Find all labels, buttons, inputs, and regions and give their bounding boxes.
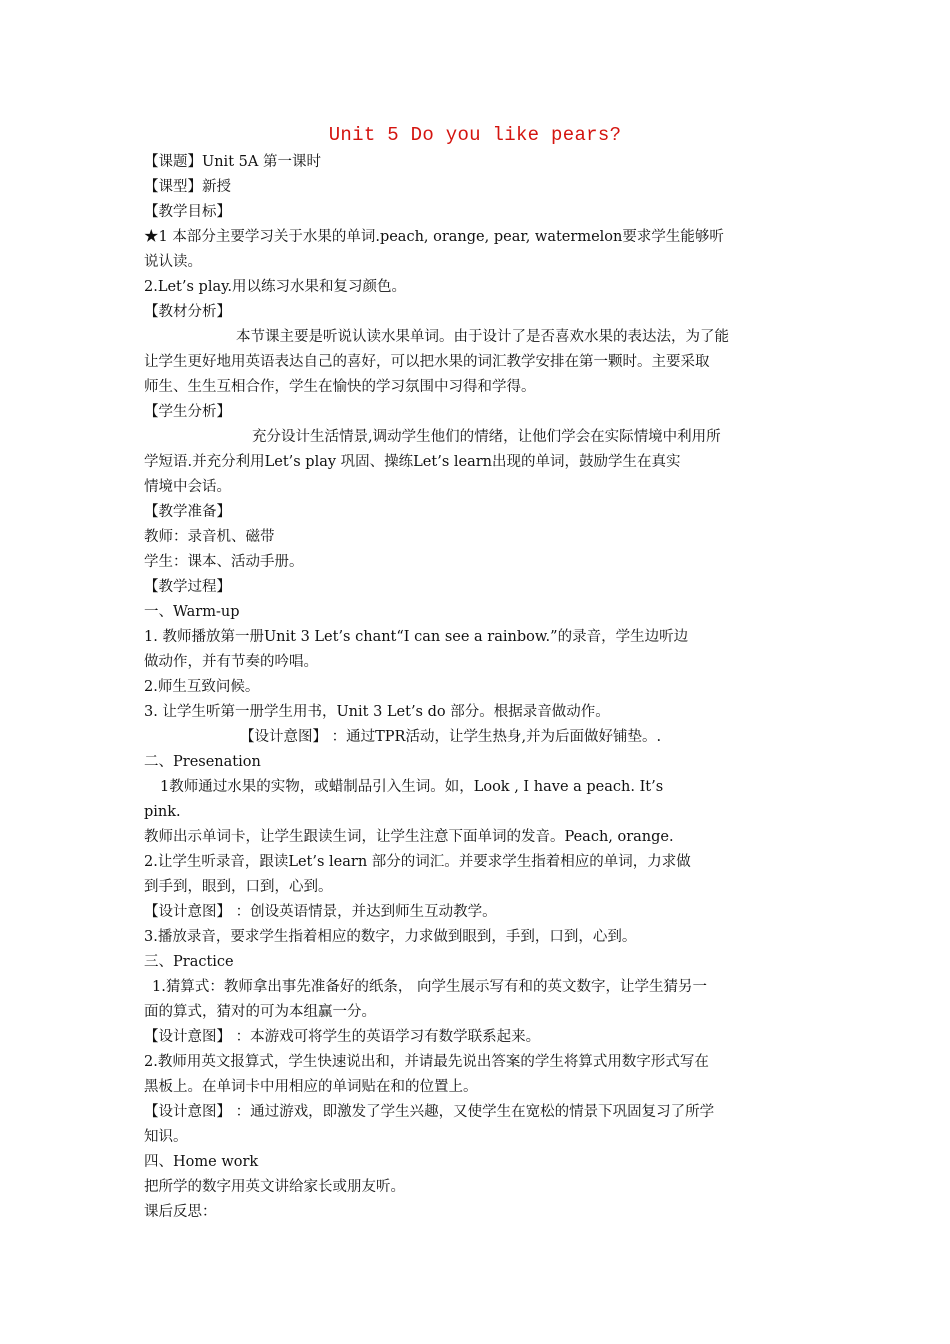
text-line: 3.播放录音，要求学生指着相应的数字，力求做到眼到，手到，口到，心到。 — [144, 929, 637, 945]
step-heading: 三、Practice — [144, 954, 234, 970]
text-line: 【课题】Unit 5A 第一课时 — [144, 154, 321, 170]
section-heading: 【教学准备】 — [144, 504, 231, 520]
text-line: 2.让学生听录音，跟读Let’s learn 部分的词汇。并要求学生指着相应的单词，力求做 — [144, 854, 691, 870]
text-line: 知识。 — [144, 1129, 188, 1145]
section-heading: 【教学目标】 — [144, 204, 231, 220]
text-line: 情境中会话。 — [144, 479, 231, 495]
text-line: 学短语.并充分利用Let’s play 巩固、操练Let’s learn出现的单词，鼓励学生在真实 — [144, 454, 681, 470]
design-intent-line: 【设计意图】 ：创设英语情景，并达到师生互动教学。 — [144, 904, 497, 920]
text-line: 到手到，眼到，口到，心到。 — [144, 879, 333, 895]
document-title: Unit 5 Do you like pears? — [328, 124, 622, 146]
text-line: pink. — [144, 804, 181, 820]
step-heading: 二、Presenation — [144, 754, 261, 770]
section-heading: 【教学过程】 — [144, 579, 231, 595]
text-line: 课后反思： — [144, 1204, 217, 1220]
text-line: 充分设计生活情景,调动学生他们的情绪，让他们学会在实际情境中利用所 — [252, 429, 721, 445]
document-body — [144, 150, 812, 1225]
text-line: 3. 让学生听第一册学生用书，Unit 3 Let’s do 部分。根据录音做动作。 — [144, 704, 610, 720]
text-line: 本节课主要是听说认读水果单词。由于设计了是否喜欢水果的表达法，为了能 — [236, 329, 729, 345]
text-line: 让学生更好地用英语表达自己的喜好，可以把水果的词汇教学安排在第一颗时。主要采取 — [144, 354, 710, 370]
design-intent-line: 【设计意图】 ：本游戏可将学生的英语学习有数学联系起来。 — [144, 1029, 541, 1045]
text-line: 教师出示单词卡，让学生跟读生词，让学生注意下面单词的发音。Peach, orange. — [144, 829, 674, 845]
text-line: 【课型】新授 — [144, 179, 231, 195]
text-line: 黑板上。在单词卡中用相应的单词贴在和的位置上。 — [144, 1079, 478, 1095]
text-line: 1.猜算式：教师拿出事先准备好的纸条， 向学生展示写有和的英文数字，让学生猜另一 — [152, 979, 707, 995]
text-line: 师生、生生互相合作，学生在愉快的学习氛围中习得和学得。 — [144, 379, 536, 395]
text-line: 面的算式，猜对的可为本组赢一分。 — [144, 1004, 376, 1020]
text-line: 做动作，并有节奏的吟唱。 — [144, 654, 318, 670]
section-heading: 【学生分析】 — [144, 404, 231, 420]
text-line: 2.Let’s play.用以练习水果和复习颜色。 — [144, 279, 406, 295]
text-line: 学生：课本、活动手册。 — [144, 554, 304, 570]
section-heading: 【教材分析】 — [144, 304, 231, 320]
text-line: 教师：录音机、磁带 — [144, 529, 275, 545]
text-line: 说认读。 — [144, 254, 202, 270]
text-line: 2.师生互致问候。 — [144, 679, 260, 695]
step-heading: 四、Home work — [144, 1154, 259, 1170]
step-heading: 一、Warm-up — [144, 604, 240, 620]
text-line: 把所学的数字用英文讲给家长或朋友听。 — [144, 1179, 405, 1195]
text-line: 1教师通过水果的实物，或蜡制品引入生词。如，Look , I have a peach. It’s — [160, 779, 664, 795]
design-intent-line: 【设计意图】 ：通过游戏，即激发了学生兴趣，又使学生在宽松的情景下巩固复习了所学 — [144, 1104, 715, 1120]
text-line: 2.教师用英文报算式，学生快速说出和，并请最先说出答案的学生将算式用数字形式写在 — [144, 1054, 709, 1070]
design-intent-line: 【设计意图】 ：通过TPR活动，让学生热身,并为后面做好铺垫。. — [240, 729, 662, 745]
text-line: ★1 本部分主要学习关于水果的单词.peach, orange, pear, watermelon要求学生能够听 — [144, 229, 724, 245]
text-line: 1. 教师播放第一册Unit 3 Let’s chant“I can see a rainbow.”的录音，学生边听边 — [144, 629, 689, 645]
